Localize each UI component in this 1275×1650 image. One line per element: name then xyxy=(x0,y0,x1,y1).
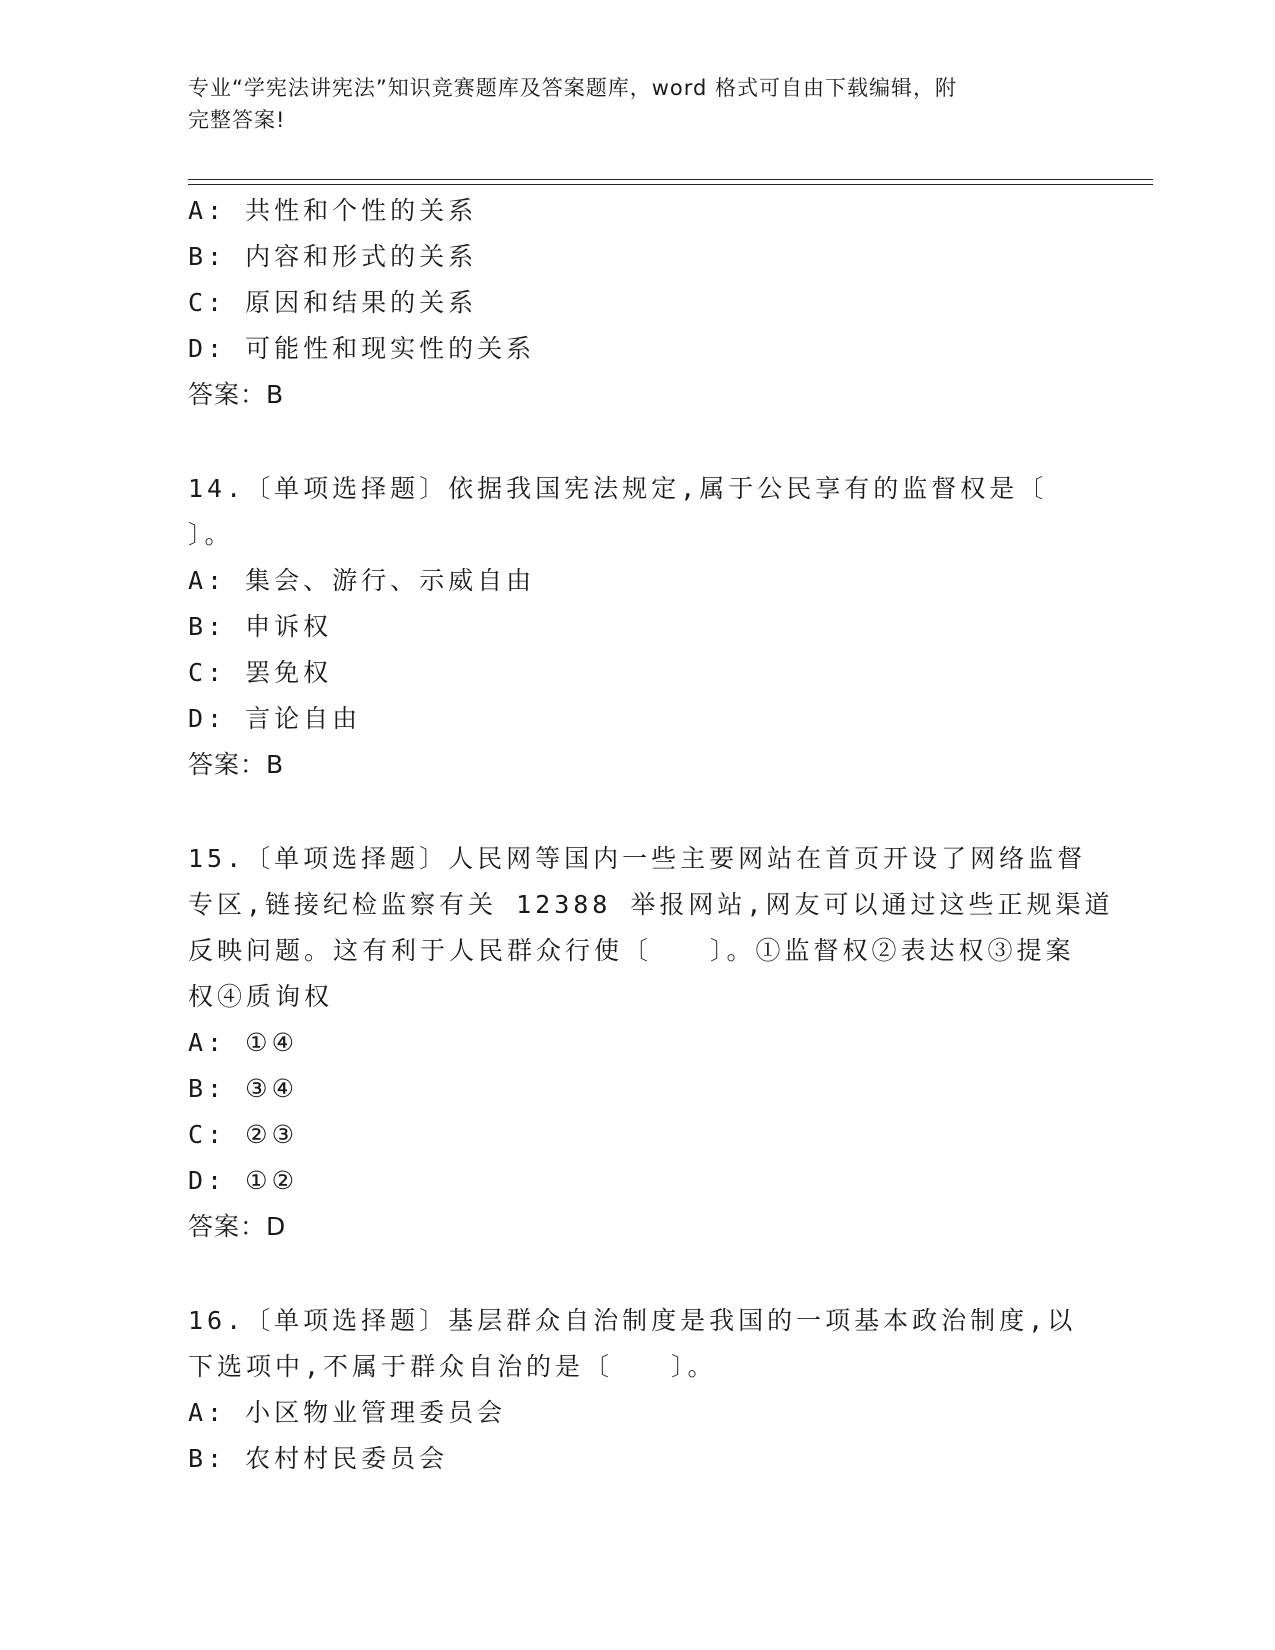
option-b: B: 农村村民委员会 xyxy=(188,1444,449,1473)
option-a: A: 共性和个性的关系 xyxy=(188,196,478,225)
header-divider-top xyxy=(188,179,1153,180)
question-stem-line: 专区,链接纪检监察有关 12388 举报网站,网友可以通过这些正规渠道 xyxy=(188,890,1114,919)
option-c: C: 罢免权 xyxy=(188,658,333,687)
answer: 答案：B xyxy=(188,380,285,409)
question-stem-line: 〕。 xyxy=(188,520,234,549)
question-13 xyxy=(188,188,1088,418)
option-c: C: ②③ xyxy=(188,1120,298,1149)
document-header xyxy=(188,72,1078,136)
header-divider-bottom xyxy=(188,184,1153,185)
option-b: B: 申诉权 xyxy=(188,612,333,641)
spacer xyxy=(188,1250,1088,1298)
option-b: B: 内容和形式的关系 xyxy=(188,242,478,271)
spacer xyxy=(188,788,1088,836)
question-16 xyxy=(188,1298,1088,1482)
option-a: A: 集会、游行、示威自由 xyxy=(188,566,536,595)
question-stem-line: 15.〔单项选择题〕人民网等国内一些主要网站在首页开设了网络监督 xyxy=(188,844,1087,873)
header-line-1: 专业“学宪法讲宪法”知识竞赛题库及答案题库，word 格式可自由下载编辑，附 xyxy=(188,76,958,100)
option-d: D: ①② xyxy=(188,1166,298,1195)
question-stem-line: 权④质询权 xyxy=(188,982,334,1011)
question-list xyxy=(188,188,1114,1482)
question-15 xyxy=(188,836,1114,1250)
question-14 xyxy=(188,466,1088,788)
option-a: A: ①④ xyxy=(188,1028,298,1057)
option-b: B: ③④ xyxy=(188,1074,298,1103)
question-stem-line: 下选项中,不属于群众自治的是〔 〕。 xyxy=(188,1352,717,1381)
option-c: C: 原因和结果的关系 xyxy=(188,288,478,317)
answer: 答案：D xyxy=(188,1212,287,1241)
option-d: D: 言论自由 xyxy=(188,704,362,733)
question-stem-line: 14.〔单项选择题〕依据我国宪法规定,属于公民享有的监督权是〔 xyxy=(188,474,1048,503)
option-a: A: 小区物业管理委员会 xyxy=(188,1398,507,1427)
question-stem-line: 反映问题。这有利于人民群众行使〔 〕。①监督权②表达权③提案 xyxy=(188,936,1075,965)
spacer xyxy=(188,418,1088,466)
answer: 答案：B xyxy=(188,750,285,779)
header-line-2: 完整答案! xyxy=(188,108,286,132)
option-d: D: 可能性和现实性的关系 xyxy=(188,334,536,363)
question-stem-line: 16.〔单项选择题〕基层群众自治制度是我国的一项基本政治制度,以 xyxy=(188,1306,1077,1335)
